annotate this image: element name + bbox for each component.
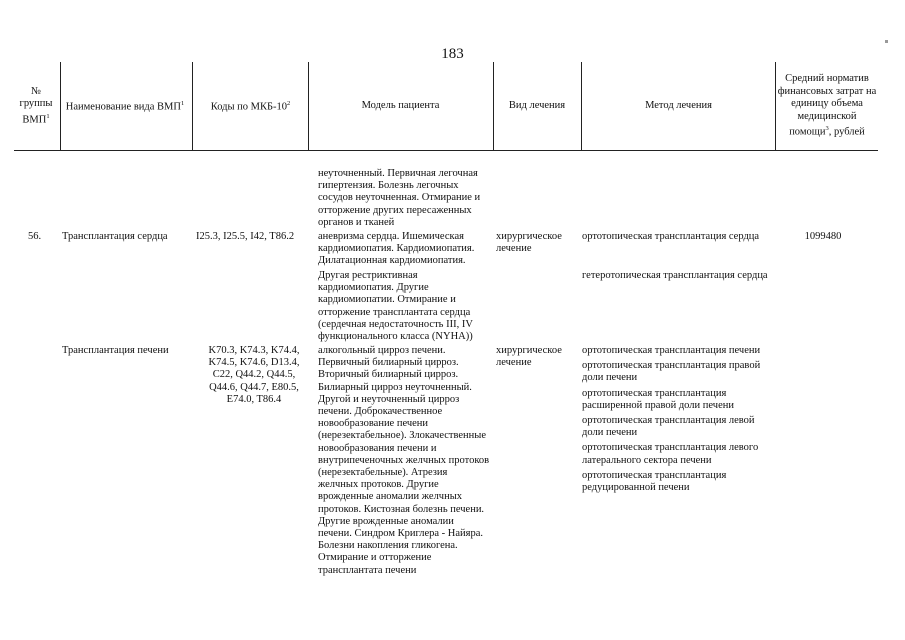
patient-model-continuation: неуточненный. Первичная легочная гипертензия. Болезнь легочных сосудов неуточненная. Отмирание и отторжение других пересаженных органов и тканей bbox=[318, 168, 481, 228]
method-item: ортотопическая трансплантация редуцированной печени bbox=[582, 469, 727, 494]
patient-model-liver: алкогольный цирроз печени. Первичный билиарный цирроз. Вторичный билиарный цирроз. Билиарный цирроз неуточненный. Другой и неуточненный цирроз печени. Доброкачественное новообразование печени (нерезектабельное). Злокачественные новообразования печени и внутрипеченочных желчных протоков (нерезектабельные). Атрезия желчных протоков. Другие врожденные аномалии желчных протоков. Кистозная болезнь печени. Другие врожденные аномалии печени. Синдром Криглера - Найяра. Болезни накопления гликогена. Отмирание и отторжение трансплантата печени bbox=[318, 345, 490, 576]
method-list-liver bbox=[582, 345, 774, 497]
header-vmp-type: Наименование вида ВМП$^1$ bbox=[65, 100, 185, 113]
method-item: ортотопическая трансплантация расширенной правой доли печени bbox=[582, 387, 734, 411]
treatment-type-heart: хирургическое лечение bbox=[496, 231, 562, 255]
method-item: ортотопическая трансплантация правой доли печени bbox=[582, 360, 761, 384]
patient-model-heart-1: аневризма сердца. Ишемическая кардиомиопатия. Кардиомиопатия. Дилатационная кардиомиопатия. bbox=[318, 231, 475, 267]
vmp-type-heart: Трансплантация сердца bbox=[62, 231, 168, 242]
header-patient-model: Модель пациента bbox=[361, 99, 440, 111]
page-number: 183 bbox=[441, 46, 464, 62]
treatment-type-liver: хирургическое лечение bbox=[496, 345, 562, 369]
header-icd-codes: Коды по МКБ-$10^2$ bbox=[210, 100, 291, 113]
method-item: ортотопическая трансплантация печени bbox=[582, 345, 761, 356]
average-cost: 1099480 bbox=[804, 231, 842, 242]
method-item: ортотопическая трансплантация левой доли печени bbox=[582, 415, 755, 439]
method-item: ортотопическая трансплантация левого латерального сектора печени bbox=[582, 442, 759, 466]
patient-model-heart-2: Другая рестриктивная кардиомиопатия. Другие кардиомиопатии. Отмирание и отторжение трансплантата сердца (сердечная недостаточность III, IV функционального класса (NYHA)) bbox=[318, 270, 473, 343]
icd-codes-liver: K70.3, K74.3, K74.4, K74.5, K74.6, D13.4, C22, Q44.2, Q44.5, Q44.6, Q44.7, E80.5, E74.0, T86.4 bbox=[208, 345, 300, 405]
header-treatment-method: Метод лечения bbox=[645, 99, 712, 111]
scan-speck bbox=[885, 40, 888, 43]
method-heart-orthotopic: ортотопическая трансплантация сердца bbox=[582, 231, 760, 242]
header-treatment-type: Вид лечения bbox=[508, 99, 566, 111]
header-average-cost: Средний норматив финансовых затрат на единицу объема медицинской помощи$^3$, рублей bbox=[777, 73, 877, 138]
vmp-type-liver: Трансплантация печени bbox=[62, 345, 169, 356]
table-header bbox=[14, 62, 878, 151]
group-number: 56. bbox=[28, 231, 42, 242]
header-group-number: № группы ВМП$^1$ bbox=[19, 85, 53, 125]
method-heart-heterotopic: гетеротопическая трансплантация сердца bbox=[582, 270, 768, 281]
icd-codes-heart: I25.3, I25.5, I42, T86.2 bbox=[196, 231, 295, 242]
